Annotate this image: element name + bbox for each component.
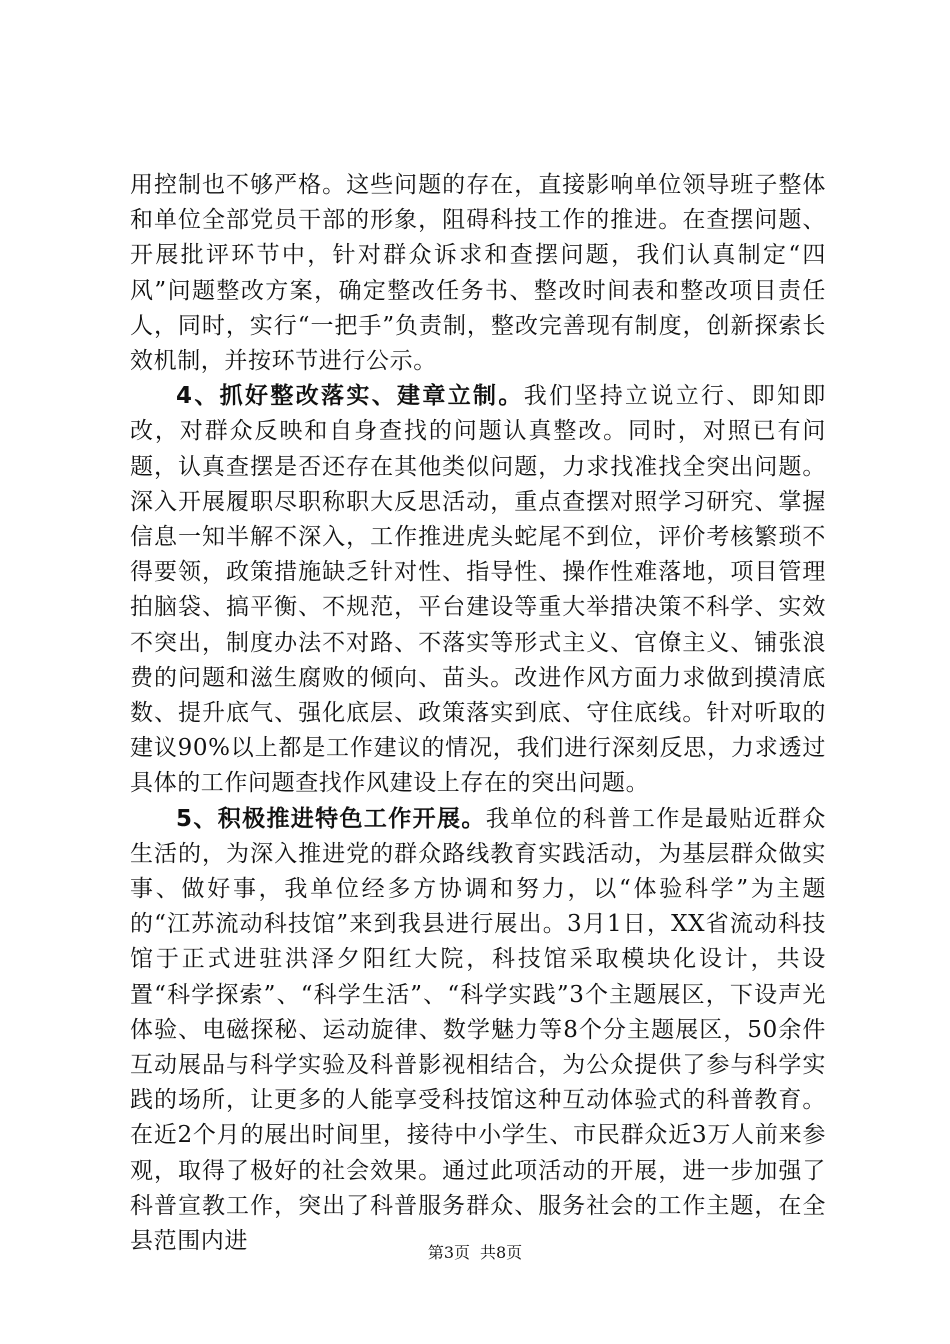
paragraph-2: [130, 379, 826, 801]
paragraph-1: [130, 168, 826, 379]
paragraph-3-heading: 5、积极推进特色工作开展。: [176, 805, 486, 832]
paragraph-2-text: 我们坚持立说立行、即知即改，对群众反映和自身查找的问题认真整改。同时，对照已有问题，认真查摆是否还存在其他类似问题，力求找准找全突出问题。深入开展履职尽职称职大反思活动，重点查摆对照学习研究、掌握信息一知半解不深入，工作推进虎头蛇尾不到位，评价考核繁琐不得要领，政策措施缺乏针对性、指导性、操作性难落地，项目管理拍脑袋、搞平衡、不规范，平台建设等重大举措决策不科学、实效不突出，制度办法不对路、不落实等形式主义、官僚主义、铺张浪费的问题和滋生腐败的倾向、苗头。改进作风方面力求做到摸清底数、提升底气、强化底层、政策落实到底、守住底线。针对听取的建议90%以上都是工作建议的情况，我们进行深刻反思，力求透过具体的工作问题查找作风建设上存在的突出问题。: [130, 383, 826, 797]
page-footer: [0, 1243, 950, 1263]
paragraph-2-heading: 4、抓好整改落实、建章立制。: [176, 383, 524, 410]
page-number: 第3页: [427, 1243, 470, 1262]
document-body: [130, 168, 826, 1259]
page-total: 共8页: [480, 1243, 523, 1262]
paragraph-1-text: 用控制也不够严格。这些问题的存在，直接影响单位领导班子整体和单位全部党员干部的形象，阻碍科技工作的推进。在查摆问题、开展批评环节中，针对群众诉求和查摆问题，我们认真制定“四风”问题整改方案，确定整改任务书、整改时间表和整改项目责任人，同时，实行“一把手”负责制，整改完善现有制度，创新探索长效机制，并按环节进行公示。: [130, 172, 826, 375]
paragraph-3-text: 我单位的科普工作是最贴近群众生活的，为深入推进党的群众路线教育实践活动，为基层群众做实事、做好事，我单位经多方协调和努力，以“体验科学”为主题的“江苏流动科技馆”来到我县进行展出。3月1日，XX省流动科技馆于正式进驻洪泽夕阳红大院，科技馆采取模块化设计，共设置“科学探索”、“科学生活”、“科学实践”3个主题展区，下设声光体验、电磁探秘、运动旋律、数学魅力等8个分主题展区，50余件互动展品与科学实验及科普影视相结合，为公众提供了参与科学实践的场所，让更多的人能享受科技馆这种互动体验式的科普教育。在近2个月的展出时间里，接待中小学生、市民群众近3万人前来参观，取得了极好的社会效果。通过此项活动的开展，进一步加强了科普宣教工作，突出了科普服务群众、服务社会的工作主题，在全县范围内进: [130, 805, 826, 1255]
paragraph-3: [130, 802, 826, 1260]
